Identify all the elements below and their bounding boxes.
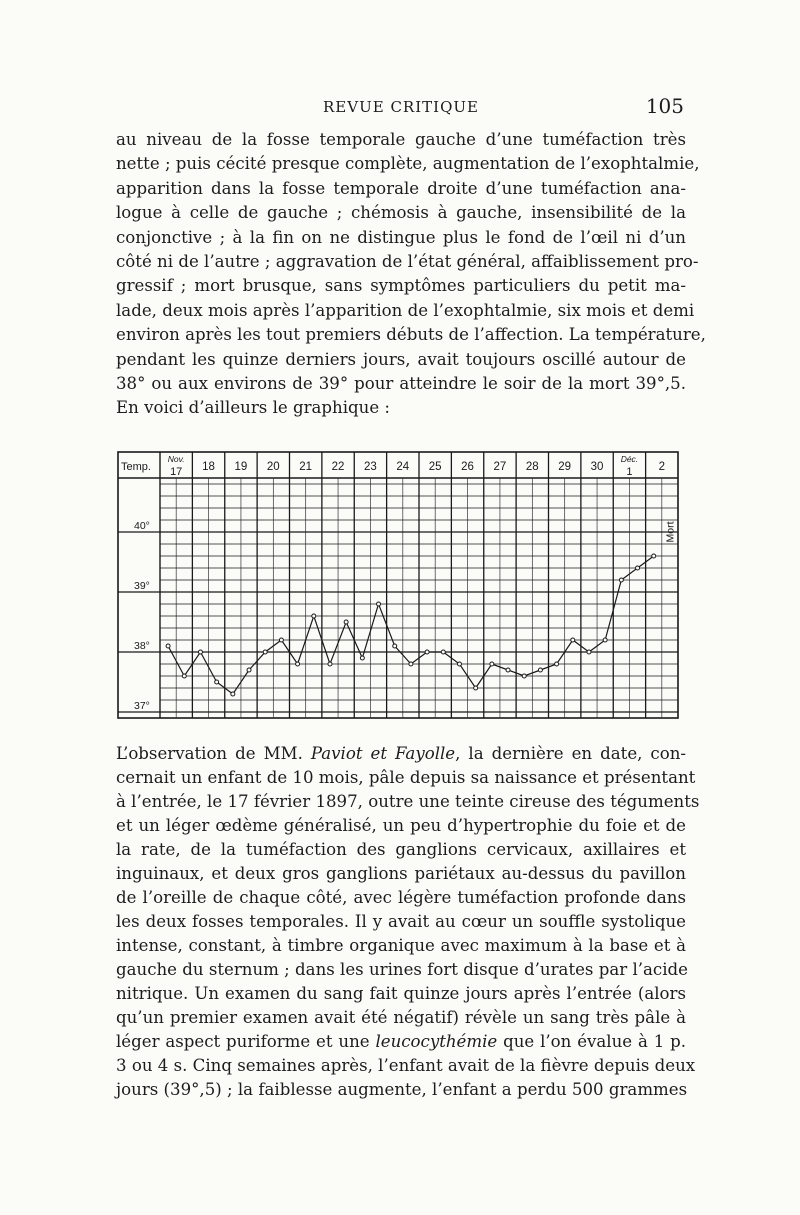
temperature-point [215, 680, 219, 684]
text-line: à l’entrée, le 17 février 1897, outre une teinte cireuse des téguments [116, 792, 700, 811]
month-label: Nov. [167, 454, 185, 464]
day-label: 26 [461, 461, 474, 473]
running-head [116, 94, 686, 122]
text-line: jours (39°,5) ; la faiblesse augmente, l’enfant a perdu 500 grammes [116, 1080, 688, 1099]
text-line: 38° ou aux environs de 39° pour atteindre le soir de la mort 39°,5. [116, 374, 686, 394]
text-line: qu’un premier examen avait été négatif) révèle un sang très pâle à [116, 1008, 686, 1027]
day-label: 21 [299, 461, 313, 473]
temperature-point [555, 662, 559, 666]
text-line: côté ni de l’autre ; aggravation de l’état général, affaiblissement pro- [116, 252, 699, 272]
text-line: environ après les tout premiers débuts de l’affection. La température, [116, 325, 706, 345]
temperature-point [474, 686, 478, 690]
emphasis-term: leucocythémie [375, 1032, 498, 1051]
text-line: intense, constant, à timbre organique avec maximum à la base et à [116, 936, 686, 955]
day-label: 29 [558, 461, 572, 473]
text-line: nitrique. Un examen du sang fait quinze jours après l’entrée (alors [116, 984, 686, 1003]
temperature-point [587, 650, 591, 654]
temperature-point [377, 602, 381, 606]
day-label: 2 [658, 461, 666, 473]
text-line: L’observation de MM. Paviot et Fayolle, la dernière en date, con- [116, 744, 687, 763]
day-label: 24 [396, 461, 410, 473]
temperature-point [279, 638, 283, 642]
text-line: logue à celle de gauche ; chémosis à gauche, insensibilité de la [116, 203, 686, 223]
text-line: la rate, de la tuméfaction des ganglions cervicaux, axillaires et [116, 840, 686, 859]
text-line: nette ; puis cécité presque complète, augmentation de l’exophtalmie, [116, 154, 700, 174]
text-line: cernait un enfant de 10 mois, pâle depuis sa naissance et présentant [116, 768, 696, 787]
day-label: 28 [525, 461, 539, 473]
temperature-point [652, 554, 656, 558]
temperature-point [360, 656, 364, 660]
temperature-point [636, 566, 640, 570]
y-tick-label: 38° [134, 640, 150, 652]
temperature-chart [116, 448, 681, 723]
day-label: 22 [331, 461, 345, 473]
day-label: 25 [428, 461, 442, 473]
temperature-point [409, 662, 413, 666]
text-line: au niveau de la fosse temporale gauche d’une tuméfaction très [116, 130, 686, 149]
day-label: 17 [170, 466, 183, 478]
text-line: de l’oreille de chaque côté, avec légère tuméfaction profonde dans [116, 888, 686, 907]
temperature-point [263, 650, 267, 654]
text-line: 3 ou 4 s. Cinq semaines après, l’enfant avait de la fièvre depuis deux [116, 1056, 696, 1075]
text-line: inguinaux, et deux gros ganglions pariétaux au-dessus du pavillon [116, 864, 686, 883]
text-line: En voici d’ailleurs le graphique : [116, 398, 391, 418]
temperature-point [490, 662, 494, 666]
text-line: apparition dans la fosse temporale droite d’une tuméfaction ana- [116, 178, 686, 198]
temp-header-label: Temp. [121, 461, 151, 473]
chart-frame [118, 452, 678, 718]
y-tick-label: 40° [134, 520, 150, 532]
death-annotation: Mort [664, 521, 677, 543]
text-line: lade, deux mois après l’apparition de l’exophtalmie, six mois et demi [116, 300, 695, 320]
y-tick-label: 37° [134, 700, 150, 712]
paragraph-1 [116, 128, 706, 421]
day-label: 30 [590, 461, 604, 473]
paragraph-2 [116, 742, 700, 1102]
day-label: 19 [234, 461, 248, 473]
temperature-point [425, 650, 429, 654]
temperature-point [328, 662, 332, 666]
text-line: gressif ; mort brusque, sans symptômes particuliers du petit ma- [116, 276, 686, 296]
running-head-title: REVUE CRITIQUE [323, 98, 479, 116]
temperature-point [231, 692, 235, 696]
temperature-point [619, 578, 623, 582]
temperature-point [312, 614, 316, 618]
temperature-point [603, 638, 607, 642]
day-label: 27 [493, 461, 507, 473]
day-label: 18 [202, 461, 215, 473]
text-line: gauche du sternum ; dans les urines fort disque d’urates par l’acide [116, 960, 688, 979]
temperature-point [247, 668, 251, 672]
text-line: pendant les quinze derniers jours, avait toujours oscillé autour de [116, 349, 686, 369]
temperature-point [441, 650, 445, 654]
author-names: Paviot et Fayolle [310, 744, 456, 763]
text-line: conjonctive ; à la fin on ne distingue plus le fond de l’œil ni d’un [116, 227, 686, 247]
temperature-point [344, 620, 348, 624]
temperature-point [198, 650, 202, 654]
month-label: Déc. [620, 454, 639, 464]
temperature-point [166, 644, 170, 648]
temperature-point [457, 662, 461, 666]
day-label: 20 [266, 461, 280, 473]
text-line: les deux fosses temporales. Il y avait au cœur un souffle systolique [116, 912, 686, 931]
temperature-point [538, 668, 542, 672]
temperature-point [506, 668, 510, 672]
text-line: et un léger œdème généralisé, un peu d’hypertrophie du foie et de [116, 816, 686, 835]
page-number: 105 [645, 94, 684, 118]
text-line: léger aspect puriforme et une leucocythémie que l’on évalue à 1 p. [116, 1032, 686, 1051]
temperature-point [182, 674, 186, 678]
temperature-point [296, 662, 300, 666]
day-label: 1 [626, 466, 633, 478]
temperature-point [393, 644, 397, 648]
temperature-point [571, 638, 575, 642]
day-label: 23 [364, 461, 377, 473]
y-tick-label: 39° [134, 580, 150, 592]
temperature-point [522, 674, 526, 678]
